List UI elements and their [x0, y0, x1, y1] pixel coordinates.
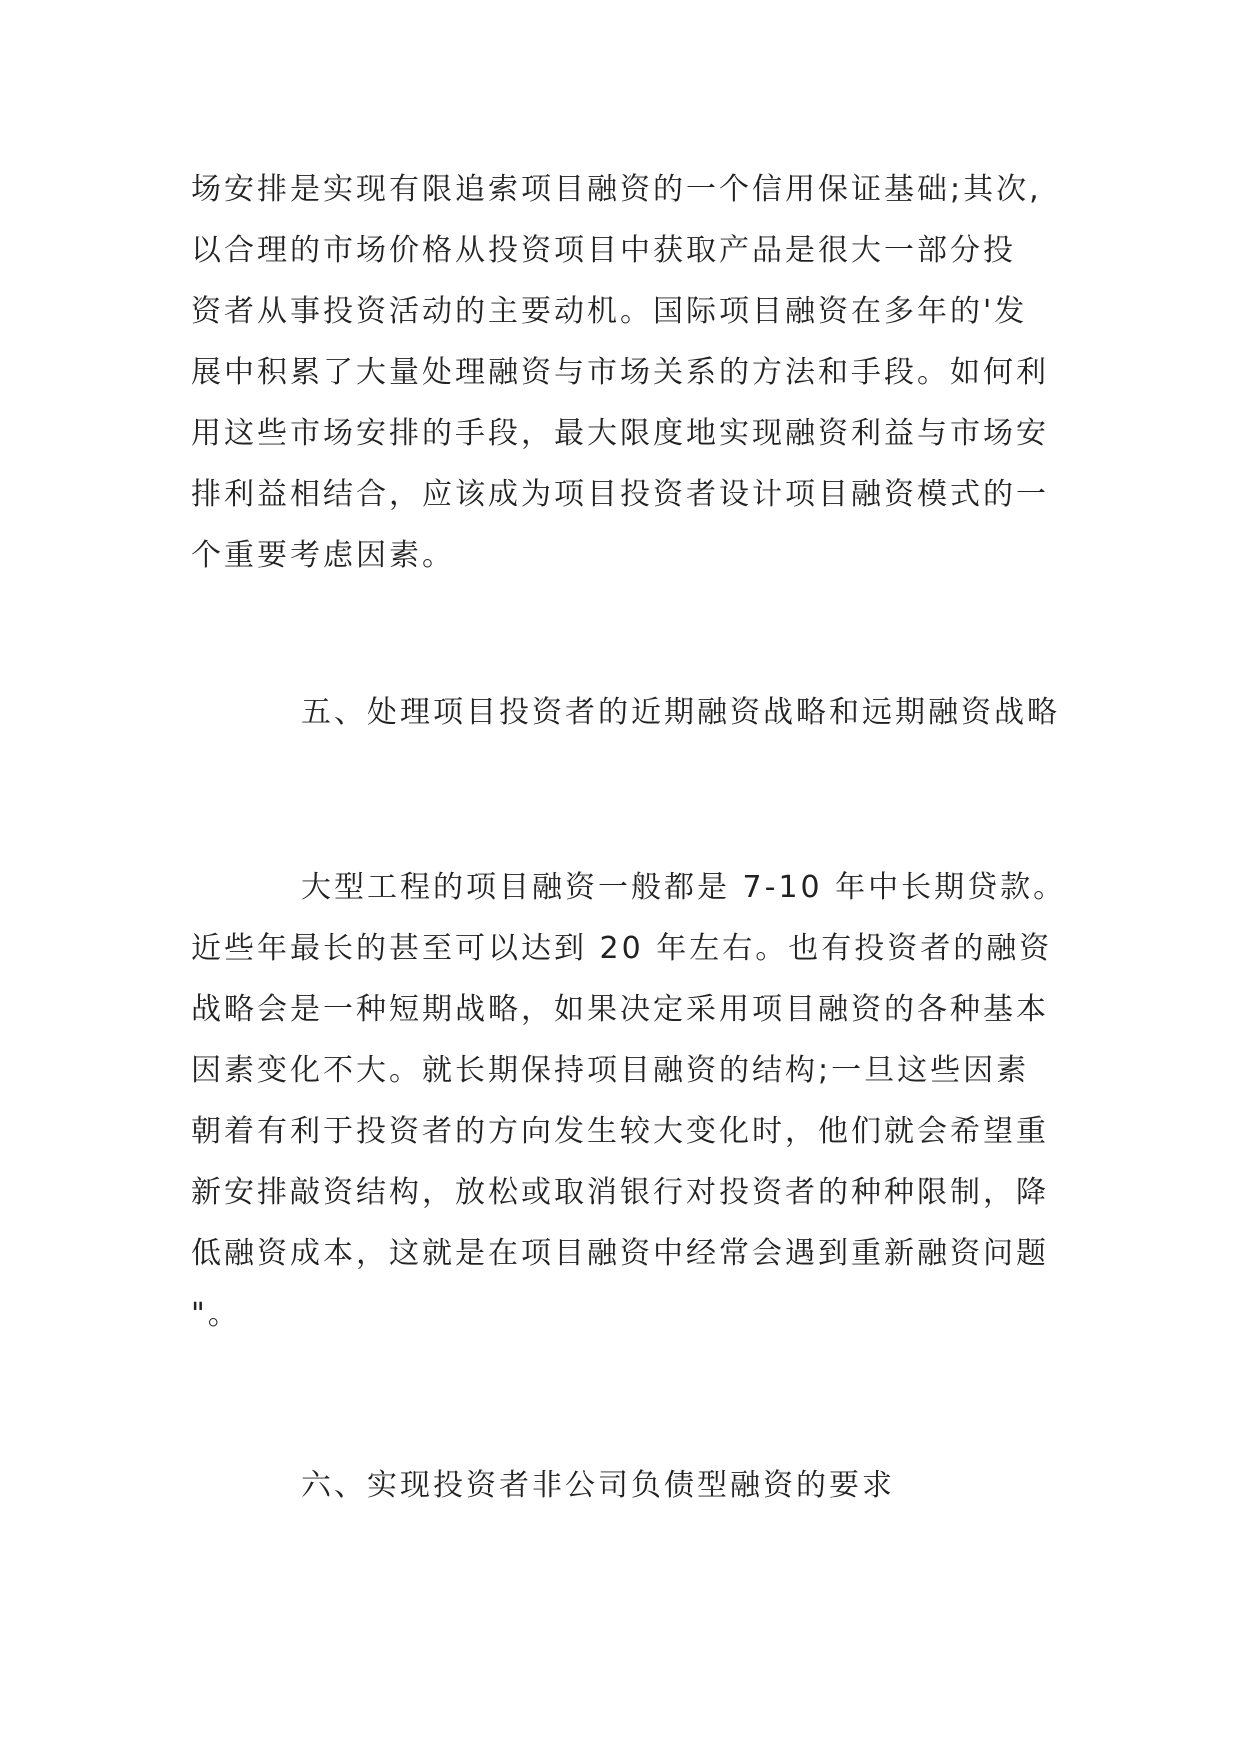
paragraph-line: 排利益相结合，应该成为项目投资者设计项目融资模式的一	[191, 477, 1049, 512]
paragraph-line: 资者从事投资活动的主要动机。国际项目融资在多年的'发	[191, 294, 1028, 329]
section-heading-5: 五、处理项目投资者的近期融资战略和远期融资战略	[301, 695, 1060, 730]
paragraph-line: 低融资成本，这就是在项目融资中经常会遇到重新融资问题	[191, 1236, 1049, 1271]
paragraph-line: 战略会是一种短期战略，如果决定采用项目融资的各种基本	[191, 992, 1049, 1027]
section-heading-6: 六、实现投资者非公司负债型融资的要求	[301, 1468, 895, 1503]
paragraph-line: 近些年最长的甚至可以达到 20 年左右。也有投资者的融资	[191, 931, 1053, 966]
paragraph-line: 展中积累了大量处理融资与市场关系的方法和手段。如何利	[191, 355, 1049, 390]
paragraph-line: 个重要考虑因素。	[191, 538, 455, 573]
paragraph-line: 以合理的市场价格从投资项目中获取产品是很大一部分投	[191, 233, 1016, 268]
paragraph-line: 朝着有利于投资者的方向发生较大变化时，他们就会希望重	[191, 1114, 1049, 1149]
paragraph-line: 大型工程的项目融资一般都是 7-10 年中长期贷款。	[301, 870, 1067, 905]
paragraph-line: 新安排敲资结构，放松或取消银行对投资者的种种限制，降	[191, 1175, 1049, 1210]
paragraph-line: 因素变化不大。就长期保持项目融资的结构;一旦这些因素	[191, 1053, 1030, 1088]
paragraph-line: 用这些市场安排的手段，最大限度地实现融资利益与市场安	[191, 416, 1049, 451]
paragraph-line: "。	[191, 1297, 241, 1332]
paragraph-line: 场安排是实现有限追索项目融资的一个信用保证基础;其次,	[191, 172, 1042, 207]
